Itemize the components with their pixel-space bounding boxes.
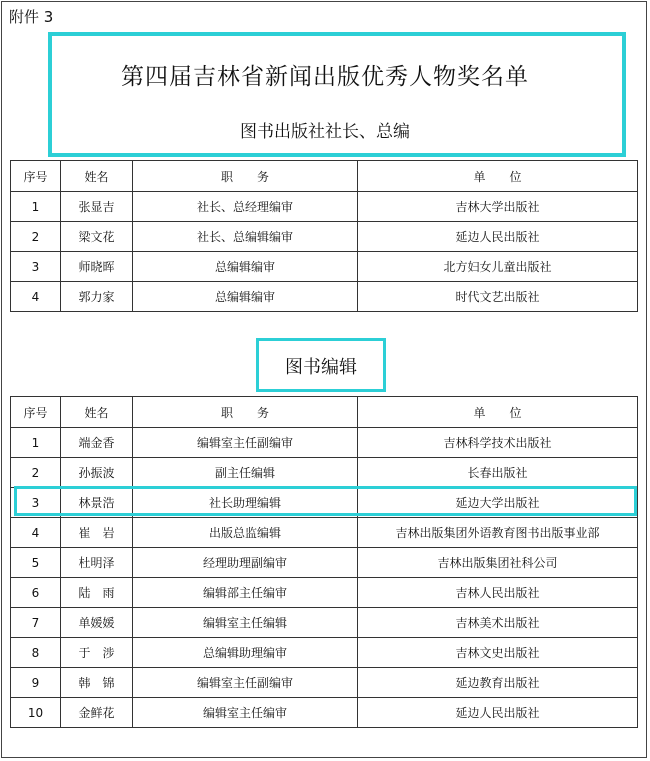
cell-name: 端金香 [61,428,133,458]
cell-unit: 延边人民出版社 [358,698,638,728]
cell-position: 编辑室主任副编审 [133,428,358,458]
table-row [11,608,638,638]
row-highlight-box [14,486,637,516]
cell-position: 社长、总经理编审 [133,192,358,222]
cell-no: 5 [11,548,61,578]
cell-position: 总编辑编审 [133,282,358,312]
cell-no: 6 [11,578,61,608]
cell-name: 韩 锦 [61,668,133,698]
cell-position: 编辑室主任编辑 [133,608,358,638]
cell-name: 张显吉 [61,192,133,222]
cell-no: 7 [11,608,61,638]
cell-no: 4 [11,518,61,548]
cell-position: 出版总监编辑 [133,518,358,548]
header-position: 职 务 [133,397,358,428]
table-header-row [11,161,638,192]
book-editors-table [10,396,638,728]
cell-unit: 吉林科学技术出版社 [358,428,638,458]
section1-subtitle: 图书出版社社长、总编 [240,122,410,142]
cell-name: 林景浩 [61,488,133,518]
header-no: 序号 [11,397,61,428]
cell-unit: 吉林出版集团外语教育图书出版事业部 [358,518,638,548]
cell-position: 副主任编辑 [133,458,358,488]
header-no: 序号 [11,161,61,192]
table-row [11,428,638,458]
table-row [11,698,638,728]
cell-position: 社长助理编辑 [133,488,358,518]
cell-name: 于 涉 [61,638,133,668]
table-row [11,578,638,608]
cell-unit: 吉林文史出版社 [358,638,638,668]
cell-name: 金鲜花 [61,698,133,728]
table-row [11,548,638,578]
table-row [11,458,638,488]
table-row [11,252,638,282]
cell-unit: 吉林人民出版社 [358,578,638,608]
table-row [11,668,638,698]
cell-position: 总编辑助理编审 [133,638,358,668]
cell-no: 1 [11,192,61,222]
cell-no: 8 [11,638,61,668]
header-position: 职 务 [133,161,358,192]
cell-name: 陆 雨 [61,578,133,608]
section2-title: 图书编辑 [285,357,357,378]
table-row [11,222,638,252]
cell-position: 编辑室主任编审 [133,698,358,728]
header-name: 姓名 [61,397,133,428]
cell-no: 10 [11,698,61,728]
cell-position: 编辑部主任编审 [133,578,358,608]
cell-name: 单媛媛 [61,608,133,638]
cell-no: 2 [11,222,61,252]
table-row [11,638,638,668]
table-row [11,192,638,222]
header-name: 姓名 [61,161,133,192]
cell-name: 崔 岩 [61,518,133,548]
cell-name: 郭力家 [61,282,133,312]
cell-unit: 延边教育出版社 [358,668,638,698]
cell-no: 1 [11,428,61,458]
cell-unit: 延边人民出版社 [358,222,638,252]
header-unit: 单 位 [358,397,638,428]
cell-unit: 延边大学出版社 [358,488,638,518]
attachment-label: 附件 3 [9,8,54,26]
publisher-leaders-table [10,160,638,312]
cell-name: 孙振波 [61,458,133,488]
cell-unit: 时代文艺出版社 [358,282,638,312]
cell-name: 梁文花 [61,222,133,252]
cell-position: 社长、总编辑编审 [133,222,358,252]
cell-no: 3 [11,488,61,518]
table-header-row [11,397,638,428]
cell-no: 2 [11,458,61,488]
document-title: 第四届吉林省新闻出版优秀人物奖名单 [121,64,529,90]
cell-position: 编辑室主任副编审 [133,668,358,698]
cell-unit: 吉林大学出版社 [358,192,638,222]
table-row [11,282,638,312]
cell-name: 师晓晖 [61,252,133,282]
table-row [11,518,638,548]
cell-no: 3 [11,252,61,282]
header-unit: 单 位 [358,161,638,192]
cell-no: 4 [11,282,61,312]
cell-no: 9 [11,668,61,698]
cell-unit: 长春出版社 [358,458,638,488]
cell-name: 杜明泽 [61,548,133,578]
cell-position: 经理助理副编审 [133,548,358,578]
cell-unit: 吉林美术出版社 [358,608,638,638]
cell-unit: 吉林出版集团社科公司 [358,548,638,578]
cell-unit: 北方妇女儿童出版社 [358,252,638,282]
cell-position: 总编辑编审 [133,252,358,282]
